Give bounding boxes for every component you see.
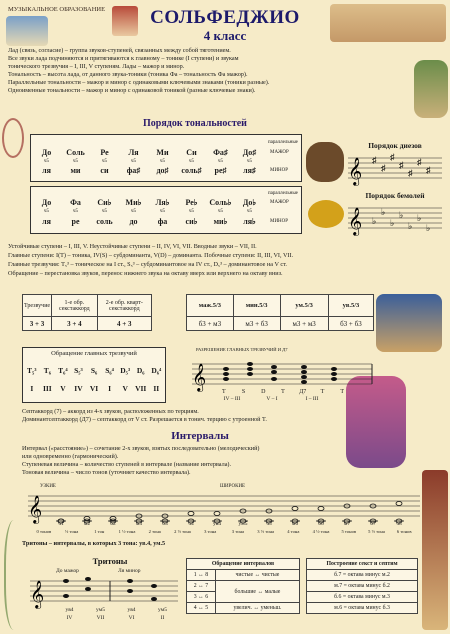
- svg-text:♭: ♭: [372, 216, 377, 226]
- chord-label: T: [281, 389, 285, 395]
- interval-tone: ½ тона: [64, 529, 79, 534]
- svg-text:♯: ♯: [417, 157, 422, 167]
- triad-inversions-table: [22, 294, 152, 331]
- main-triads-symbols: [24, 366, 164, 375]
- table-cell: чистые ↔ чистые: [215, 570, 299, 581]
- table-cell: м3 + м3: [280, 317, 328, 331]
- sept-line-2: Доминантсептаккорд (Д7) – септаккорд от V ст. Разрешается в тонич. терцию с утроенной T.: [22, 416, 267, 423]
- interval-tone: 2 тона: [148, 529, 161, 534]
- chord-label: D: [261, 389, 266, 395]
- chord-symbol: T₅³: [27, 366, 37, 375]
- keys-order-title: Порядок тональностей: [143, 118, 247, 129]
- page-title: СОЛЬФЕДЖИО: [150, 7, 300, 28]
- interval-note: [214, 512, 220, 516]
- functions-line-2: Главные ступени: I(T) – тоника, IV(S) – субдоминанта, V(D) – доминанта. Побочные ступени: II, III, VI, VII.: [8, 252, 294, 259]
- c-major-label: До мажор: [56, 568, 79, 574]
- intro-line-3: тонического трезвучия – I, III, V ступеням. Лады – мажор и минор.: [8, 63, 185, 70]
- table-header: 2-е обр. кварт-секстаккорд: [97, 295, 151, 317]
- table-cell: м.7 = октава минус б.2: [307, 581, 418, 592]
- svg-text:𝄞: 𝄞: [30, 580, 45, 608]
- key-name: ми♭: [213, 217, 228, 226]
- narrow-label: УЗКИЕ: [40, 484, 56, 489]
- table-cell: б.6 = октава минус м.3: [307, 592, 418, 603]
- church-illustration: [6, 16, 48, 46]
- interval-tone: 2 ½ тона: [174, 529, 191, 534]
- svg-text:𝄞: 𝄞: [192, 363, 207, 391]
- key-name: си: [100, 166, 109, 175]
- intervals-line-4: Тоновая величина – число тонов (уточняет качество интервала).: [22, 469, 191, 476]
- degree-label: V: [122, 384, 128, 393]
- side-major-label: МАЖОР: [270, 150, 289, 155]
- degree-label: VII: [135, 384, 147, 393]
- intro-line-5: Параллельные тональности – мажор и минор с одинаковыми ключевыми знаками (тоники разные).: [8, 79, 270, 86]
- interval-note: [292, 507, 298, 511]
- sharps-staff: [348, 152, 442, 185]
- interval-tones-row: [30, 529, 418, 534]
- interval-tone: 6 тонов: [396, 529, 412, 534]
- chord-symbol: S₆⁴: [105, 366, 114, 375]
- key-name: до♯: [156, 166, 169, 175]
- tritone-label: ум5: [96, 607, 105, 613]
- svg-text:𝄞: 𝄞: [348, 207, 363, 235]
- table-header: маж.5/3: [187, 295, 234, 317]
- resolution-title: РАЗРЕШЕНИЕ ГЛАВНЫХ ТРЕЗВУЧИЙ И Д7: [196, 347, 288, 352]
- table-header: 1-е обр. секстаккорд: [52, 295, 98, 317]
- castle-illustration: [112, 6, 138, 36]
- table-cell: большие ↔ малые: [215, 581, 299, 603]
- key-name: До♯: [242, 148, 257, 157]
- svg-text:𝄞: 𝄞: [28, 495, 43, 523]
- key-name: ля♯: [243, 166, 256, 175]
- svg-text:♭: ♭: [390, 218, 395, 228]
- intervals-line-2: или одновременно (гармонический).: [22, 453, 119, 460]
- interval-note: [84, 517, 90, 521]
- key-name: До: [41, 198, 52, 207]
- cat-illustration: [306, 142, 344, 182]
- tritone-degree: IV: [66, 615, 73, 621]
- svg-text:♭: ♭: [417, 213, 422, 223]
- grade-subtitle: 4 класс: [203, 28, 247, 43]
- interval-label: ч5: [130, 159, 136, 164]
- interval-label: ч5: [159, 209, 165, 214]
- interval-tone: 5 тонов: [341, 529, 357, 534]
- table-cell: б3 + б3: [328, 317, 373, 331]
- interval-label: ч5: [43, 159, 49, 164]
- interval-name: б7: [370, 521, 376, 527]
- degree-label: I: [108, 384, 112, 393]
- chord-symbol: S₅³: [74, 366, 83, 375]
- interval-note: [188, 512, 194, 516]
- interval-name: м3: [135, 521, 143, 527]
- publisher-label: МУЗЫКАЛЬНОЕ ОБРАЗОВАНИЕ: [8, 6, 106, 13]
- key-name: Ля♭: [155, 198, 170, 207]
- chord-symbol: D₆: [136, 366, 145, 375]
- interval-tone: 1 ½ тона: [118, 529, 136, 534]
- key-name: ре: [71, 217, 80, 226]
- key-name: Ми: [156, 148, 169, 157]
- degree-label: V: [60, 384, 66, 393]
- key-name: ми: [70, 166, 81, 175]
- table-cell: 4 + 3: [97, 317, 151, 331]
- flat-interval-row: [32, 209, 264, 214]
- svg-text:♯: ♯: [381, 163, 386, 173]
- degree-label: VI: [89, 384, 99, 393]
- table-cell: м.6 = октава минус б.3: [307, 603, 418, 614]
- functions-line-3: Главные трезвучия: T₅³ – тоническое на I ст., S₅³ – субдоминантовое на IV ст., D₅³ – доминантовое на V ст.: [8, 261, 287, 268]
- sharps-order-title: Порядок диезов: [368, 141, 422, 150]
- interval-tone: 3 тона: [204, 529, 217, 534]
- key-name: Ля: [128, 148, 139, 157]
- key-name: ре♯: [214, 166, 227, 175]
- interval-label: ч5: [101, 209, 107, 214]
- tower-illustration: [422, 470, 448, 630]
- flats-staff: [348, 204, 442, 235]
- interval-tone: 0 тонов: [36, 529, 52, 534]
- interval-tone: 4 ½ тона: [312, 529, 330, 534]
- table-cell: б.7 = октава минус м.2: [307, 570, 418, 581]
- step-label: I – III: [305, 396, 319, 402]
- interval-label: ч5: [246, 159, 252, 164]
- side-parallel-label: параллельные: [268, 140, 298, 145]
- functions-line-4: Обращение – перестановка звуков, перенос нижнего звука на октаву вверх или верхнего на октаву вниз.: [8, 270, 283, 277]
- svg-text:♭: ♭: [426, 223, 431, 233]
- interval-name: ув4: [212, 521, 222, 527]
- sixths-sevenths-table: [306, 558, 418, 614]
- interval-name: б3: [162, 521, 168, 527]
- resolution-steps: [212, 396, 332, 402]
- chord-symbol: D₆⁴: [151, 366, 162, 375]
- degree-label: III: [42, 384, 52, 393]
- tritone-degree: II: [160, 615, 165, 621]
- side-parallel-label: параллельные: [268, 191, 298, 196]
- interval-label: ч5: [246, 209, 252, 214]
- interval-label: ч5: [159, 159, 165, 164]
- interval-name: м6: [291, 521, 299, 527]
- svg-text:♭: ♭: [408, 221, 413, 231]
- table-header: Построение секст и септим: [307, 559, 418, 570]
- main-triads-degrees: [24, 384, 164, 393]
- key-name: до: [129, 217, 138, 226]
- interval-label: ч5: [188, 159, 194, 164]
- table-cell: 2 ↔ 7: [187, 581, 216, 592]
- interval-name: м7: [343, 521, 351, 527]
- degree-label: IV: [74, 384, 83, 393]
- svg-text:♯: ♯: [390, 152, 395, 162]
- interval-name: б6: [318, 521, 324, 527]
- svg-text:𝄞: 𝄞: [348, 157, 363, 185]
- tritone-label: ув4: [127, 607, 136, 613]
- chord-label: T: [222, 389, 226, 395]
- flower-ornament: [4, 520, 28, 630]
- main-triads-title: Обращение главных трезвучий: [51, 350, 137, 357]
- interval-label: ч5: [72, 209, 78, 214]
- interval-name: ч8: [396, 521, 402, 527]
- table-cell: 1 ↔ 8: [187, 570, 216, 581]
- interval-name: ч4: [188, 521, 194, 527]
- resolution-staff: [192, 360, 372, 391]
- table-header: ум.5/3: [280, 295, 328, 317]
- degree-label: I: [30, 384, 34, 393]
- sharp-interval-row: [32, 159, 264, 164]
- tritones-labels-bottom: [54, 615, 178, 621]
- degree-label: II: [153, 384, 160, 393]
- sharp-major-row: [32, 148, 264, 157]
- side-minor-label: МИНОР: [270, 168, 289, 173]
- key-name: соль♯: [181, 166, 202, 175]
- chord-label: T: [340, 389, 344, 395]
- side-minor-label: МИНОР: [270, 219, 289, 224]
- key-name: Си♭: [97, 198, 112, 207]
- key-name: си♭: [185, 217, 198, 226]
- tritone-label: ум5: [158, 607, 167, 613]
- chord-symbol: T₆⁴: [58, 366, 68, 375]
- table-cell: увелич. ↔ уменьш.: [215, 603, 299, 614]
- svg-text:♯: ♯: [372, 155, 377, 165]
- table-cell: 3 + 4: [52, 317, 98, 331]
- interval-note: [110, 517, 116, 521]
- resolution-chords: [214, 389, 352, 395]
- wide-label: ШИРОКИЕ: [220, 484, 246, 489]
- key-name: ля: [42, 166, 51, 175]
- interval-label: ч5: [43, 209, 49, 214]
- key-name: Фа♯: [213, 148, 228, 157]
- key-name: Ре♭: [185, 198, 198, 207]
- chord-label: Д7: [299, 389, 307, 395]
- fairy-illustration: [414, 60, 448, 118]
- chord-label: T: [320, 389, 325, 395]
- interval-tone: 5 ½ тона: [368, 529, 385, 534]
- svg-text:♯: ♯: [408, 168, 413, 178]
- svg-text:♯: ♯: [399, 160, 404, 170]
- interval-label: ч5: [188, 209, 194, 214]
- key-name: Ре: [100, 148, 109, 157]
- functions-line-1: Устойчивые ступени – I, III, V. Неустойчивые ступени – II, IV, VI, VII. Вводные звуки – VII, II.: [8, 243, 257, 250]
- interval-tone: 3 тона: [231, 529, 244, 534]
- flat-major-row: [32, 198, 264, 207]
- table-cell: 4 ↔ 5: [187, 603, 216, 614]
- chord-symbol: D₅³: [120, 366, 131, 375]
- interval-name: ум5: [238, 521, 248, 527]
- table-header: ув.5/3: [328, 295, 373, 317]
- intervals-line-3: Ступеневая величина – количество ступеней в интервале (название интервала).: [22, 461, 232, 468]
- table-cell: м3 + б3: [233, 317, 280, 331]
- intervals-title: Интервалы: [171, 430, 229, 442]
- table-cell: б3 + м3: [187, 317, 234, 331]
- key-name: Соль♭: [209, 198, 232, 207]
- chord-symbol: T₆: [43, 366, 51, 375]
- fish-illustration: [308, 200, 344, 228]
- table-header: мин.5/3: [233, 295, 280, 317]
- interval-label: ч5: [101, 159, 107, 164]
- tritone-label: ув4: [65, 607, 74, 613]
- a-minor-label: Ля минор: [118, 568, 141, 574]
- step-label: V – I: [266, 396, 278, 402]
- svg-text:♭: ♭: [399, 210, 404, 220]
- intervals-line-1: Интервал («расстояние») – сочетание 2-х звуков, взятых последовательно (мелодический): [22, 445, 260, 452]
- ornament-left: [2, 118, 24, 158]
- svg-text:♯: ♯: [426, 165, 431, 175]
- chord-symbol: S₆: [90, 366, 98, 375]
- key-name: До♭: [242, 198, 257, 207]
- interval-label: ч5: [130, 209, 136, 214]
- key-name: фа: [157, 217, 168, 226]
- interval-note: [318, 507, 324, 511]
- interval-note: [396, 502, 402, 506]
- table-cell: 3 ↔ 6: [187, 592, 216, 603]
- ships-illustration: [330, 4, 446, 42]
- tritone-degree: VI: [128, 615, 135, 621]
- tritones-staff: [30, 577, 178, 608]
- key-name: Ми♭: [125, 198, 142, 207]
- chord-label: S: [241, 389, 246, 395]
- table-header: Обращение интервалов: [187, 559, 300, 570]
- svg-text:♭: ♭: [381, 207, 386, 217]
- interval-inversion-table: [186, 558, 300, 614]
- key-name: Си: [186, 148, 197, 157]
- step-label: IV – III: [223, 396, 241, 402]
- interval-label: ч5: [72, 159, 78, 164]
- interval-names-row: [48, 521, 412, 527]
- table-header: Трезвучие: [23, 295, 52, 317]
- interval-label: ч5: [217, 209, 223, 214]
- sept-line-1: Септаккорд (7) – аккорд из 4-х звуков, расположенных по терциям.: [22, 408, 199, 415]
- tritone-degree: VII: [96, 615, 105, 621]
- interval-name: ч1: [58, 521, 64, 527]
- key-name: Фа: [70, 198, 81, 207]
- key-name: До: [41, 148, 52, 157]
- tsar-illustration: [376, 294, 442, 352]
- interval-tone: 4 тона: [287, 529, 300, 534]
- interval-label: ч5: [217, 159, 223, 164]
- key-name: фа♯: [126, 166, 141, 175]
- intro-line-1: Лад (связь, согласие) – группа звуков-ступеней, связанных между собой тяготением.: [8, 47, 231, 54]
- tritones-title: Тритоны: [92, 556, 128, 566]
- sharp-minor-row: [32, 166, 264, 175]
- intro-line-4: Тональность – высота лада, от данного звука-тоники (тоника Фа – тональность Фа мажор).: [8, 71, 248, 78]
- key-name: ля♭: [243, 217, 256, 226]
- interval-tone: 3 ½ тона: [257, 529, 274, 534]
- key-name: ля: [42, 217, 51, 226]
- interval-name: б2: [110, 521, 116, 527]
- interval-tone: 1 тон: [94, 529, 105, 534]
- tritones-labels-top: [54, 607, 178, 613]
- side-major-label: МАЖОР: [270, 200, 289, 205]
- table-cell: 3 + 3: [23, 317, 52, 331]
- tritones-line: Тритоны – интервалы, в которых 3 тона: ув.4, ум.5: [22, 540, 166, 547]
- key-name: соль: [96, 217, 113, 226]
- triad-types-table: [186, 294, 374, 331]
- flats-order-title: Порядок бемолей: [365, 191, 425, 200]
- intro-line-6: Одноименные тональности – мажор и минор с одинаковой тоникой (разные ключевые знаки).: [8, 87, 256, 94]
- interval-name: ч5: [266, 521, 272, 527]
- intro-line-2: Все звуки лада подчиняются и притягиваются к главному – тонике (I ступени) и звукам: [8, 55, 239, 62]
- interval-name: м2: [83, 521, 91, 527]
- intervals-staff: [28, 492, 420, 523]
- flat-minor-row: [32, 217, 264, 226]
- key-name: Соль: [66, 148, 85, 157]
